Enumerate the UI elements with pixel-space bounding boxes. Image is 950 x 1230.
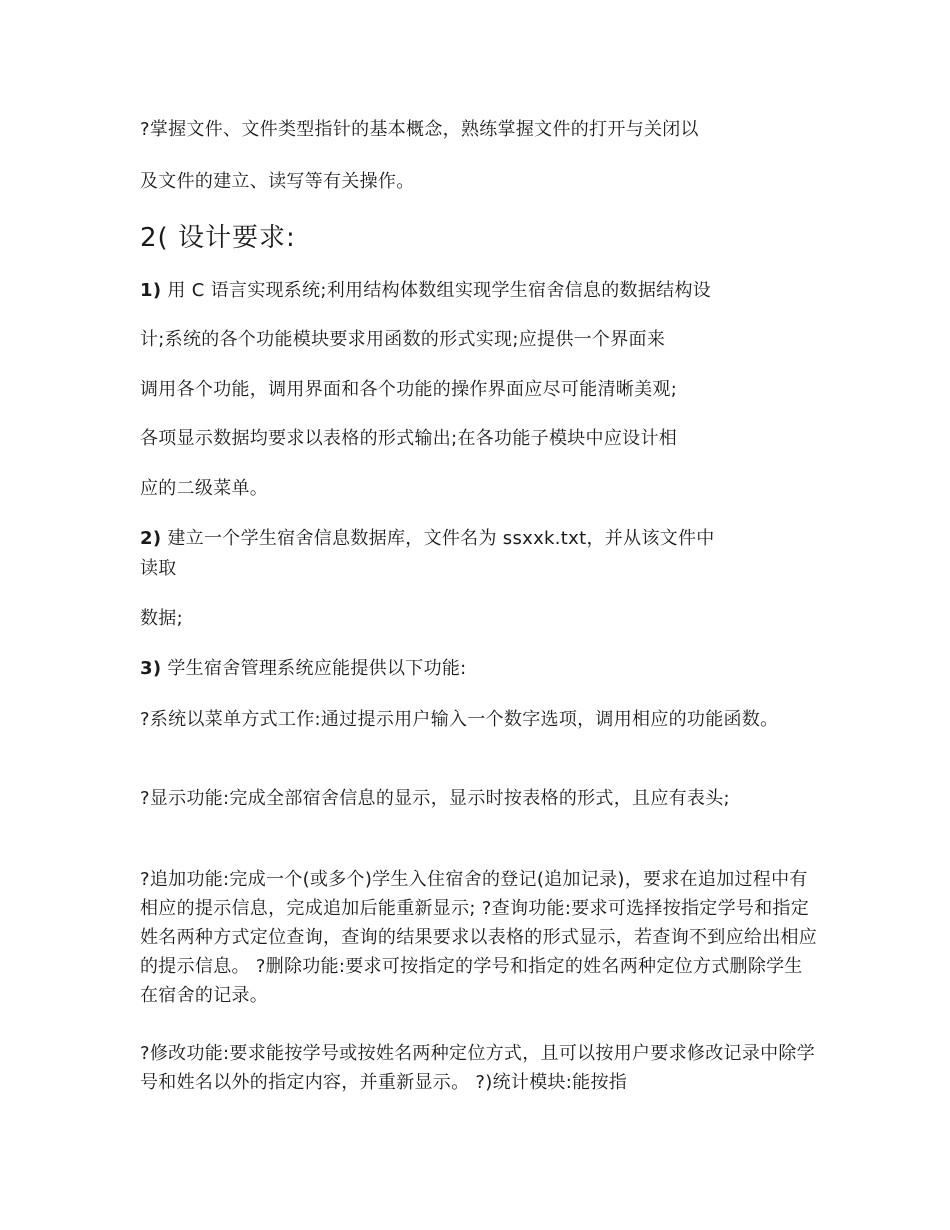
requirement-1-number: 1)	[140, 280, 162, 301]
requirement-1-line-2: 计;系统的各个功能模块要求用函数的形式实现;应提供一个界面来	[140, 329, 666, 350]
requirement-2-line-1	[140, 529, 715, 549]
requirement-3-text: 学生宿舍管理系统应能提供以下功能:	[161, 658, 467, 679]
requirement-1-line-4: 各项显示数据均要求以表格的形式输出;在各功能子模块中应设计相	[140, 428, 678, 449]
requirement-1-line-5: 应的二级菜单。	[140, 478, 269, 499]
requirement-1-line-1	[140, 281, 711, 301]
requirement-1-line-3: 调用各个功能，调用界面和各个功能的操作界面应尽可能清晰美观;	[140, 379, 678, 400]
intro-line-2: 及文件的建立、读写等有关操作。	[140, 171, 415, 192]
intro-line-1: ?掌握文件、文件类型指针的基本概念，熟练掌握文件的打开与关闭以	[140, 119, 699, 140]
feature-menu: ?系统以菜单方式工作:通过提示用户输入一个数字选项，调用相应的功能函数。	[140, 709, 779, 730]
feature-modify: ?修改功能:要求能按学号或按姓名两种定位方式，且可以按用户要求修改记录中除学号和姓名以外的指定内容，并重新显示。 ?)统计模块:能按指	[140, 1043, 816, 1093]
requirement-2-number: 2)	[140, 528, 162, 549]
requirement-2-line-2: 读取	[140, 558, 177, 579]
requirement-1-text: 用 C 语言实现系统;利用结构体数组实现学生宿舍信息的数据结构设	[161, 280, 712, 301]
requirement-3-number: 3)	[140, 658, 162, 679]
feature-display: ?显示功能:完成全部宿舍信息的显示，显示时按表格的形式，且应有表头;	[140, 788, 730, 809]
section-heading: 2( 设计要求:	[140, 223, 296, 253]
requirement-2-line-3: 数据;	[140, 608, 183, 629]
requirement-3-line-1	[140, 659, 467, 679]
feature-add-query-delete: ?追加功能:完成一个(或多个)学生入住宿舍的登记(追加记录)，要求在追加过程中有相应的提示信息，完成追加后能重新显示; ?查询功能:要求可选择按指定学号和指定姓名两种方式定位查询，查询的结果要求以表格的形式显示，若查询不到应给出相应的提示信息。 ?删除功能:要求可按指定的学号和指定的姓名两种定位方式删除学生在宿舍的记录。	[140, 869, 818, 1006]
requirement-2-text: 建立一个学生宿舍信息数据库，文件名为 ssxxk.txt，并从该文件中	[161, 528, 715, 549]
